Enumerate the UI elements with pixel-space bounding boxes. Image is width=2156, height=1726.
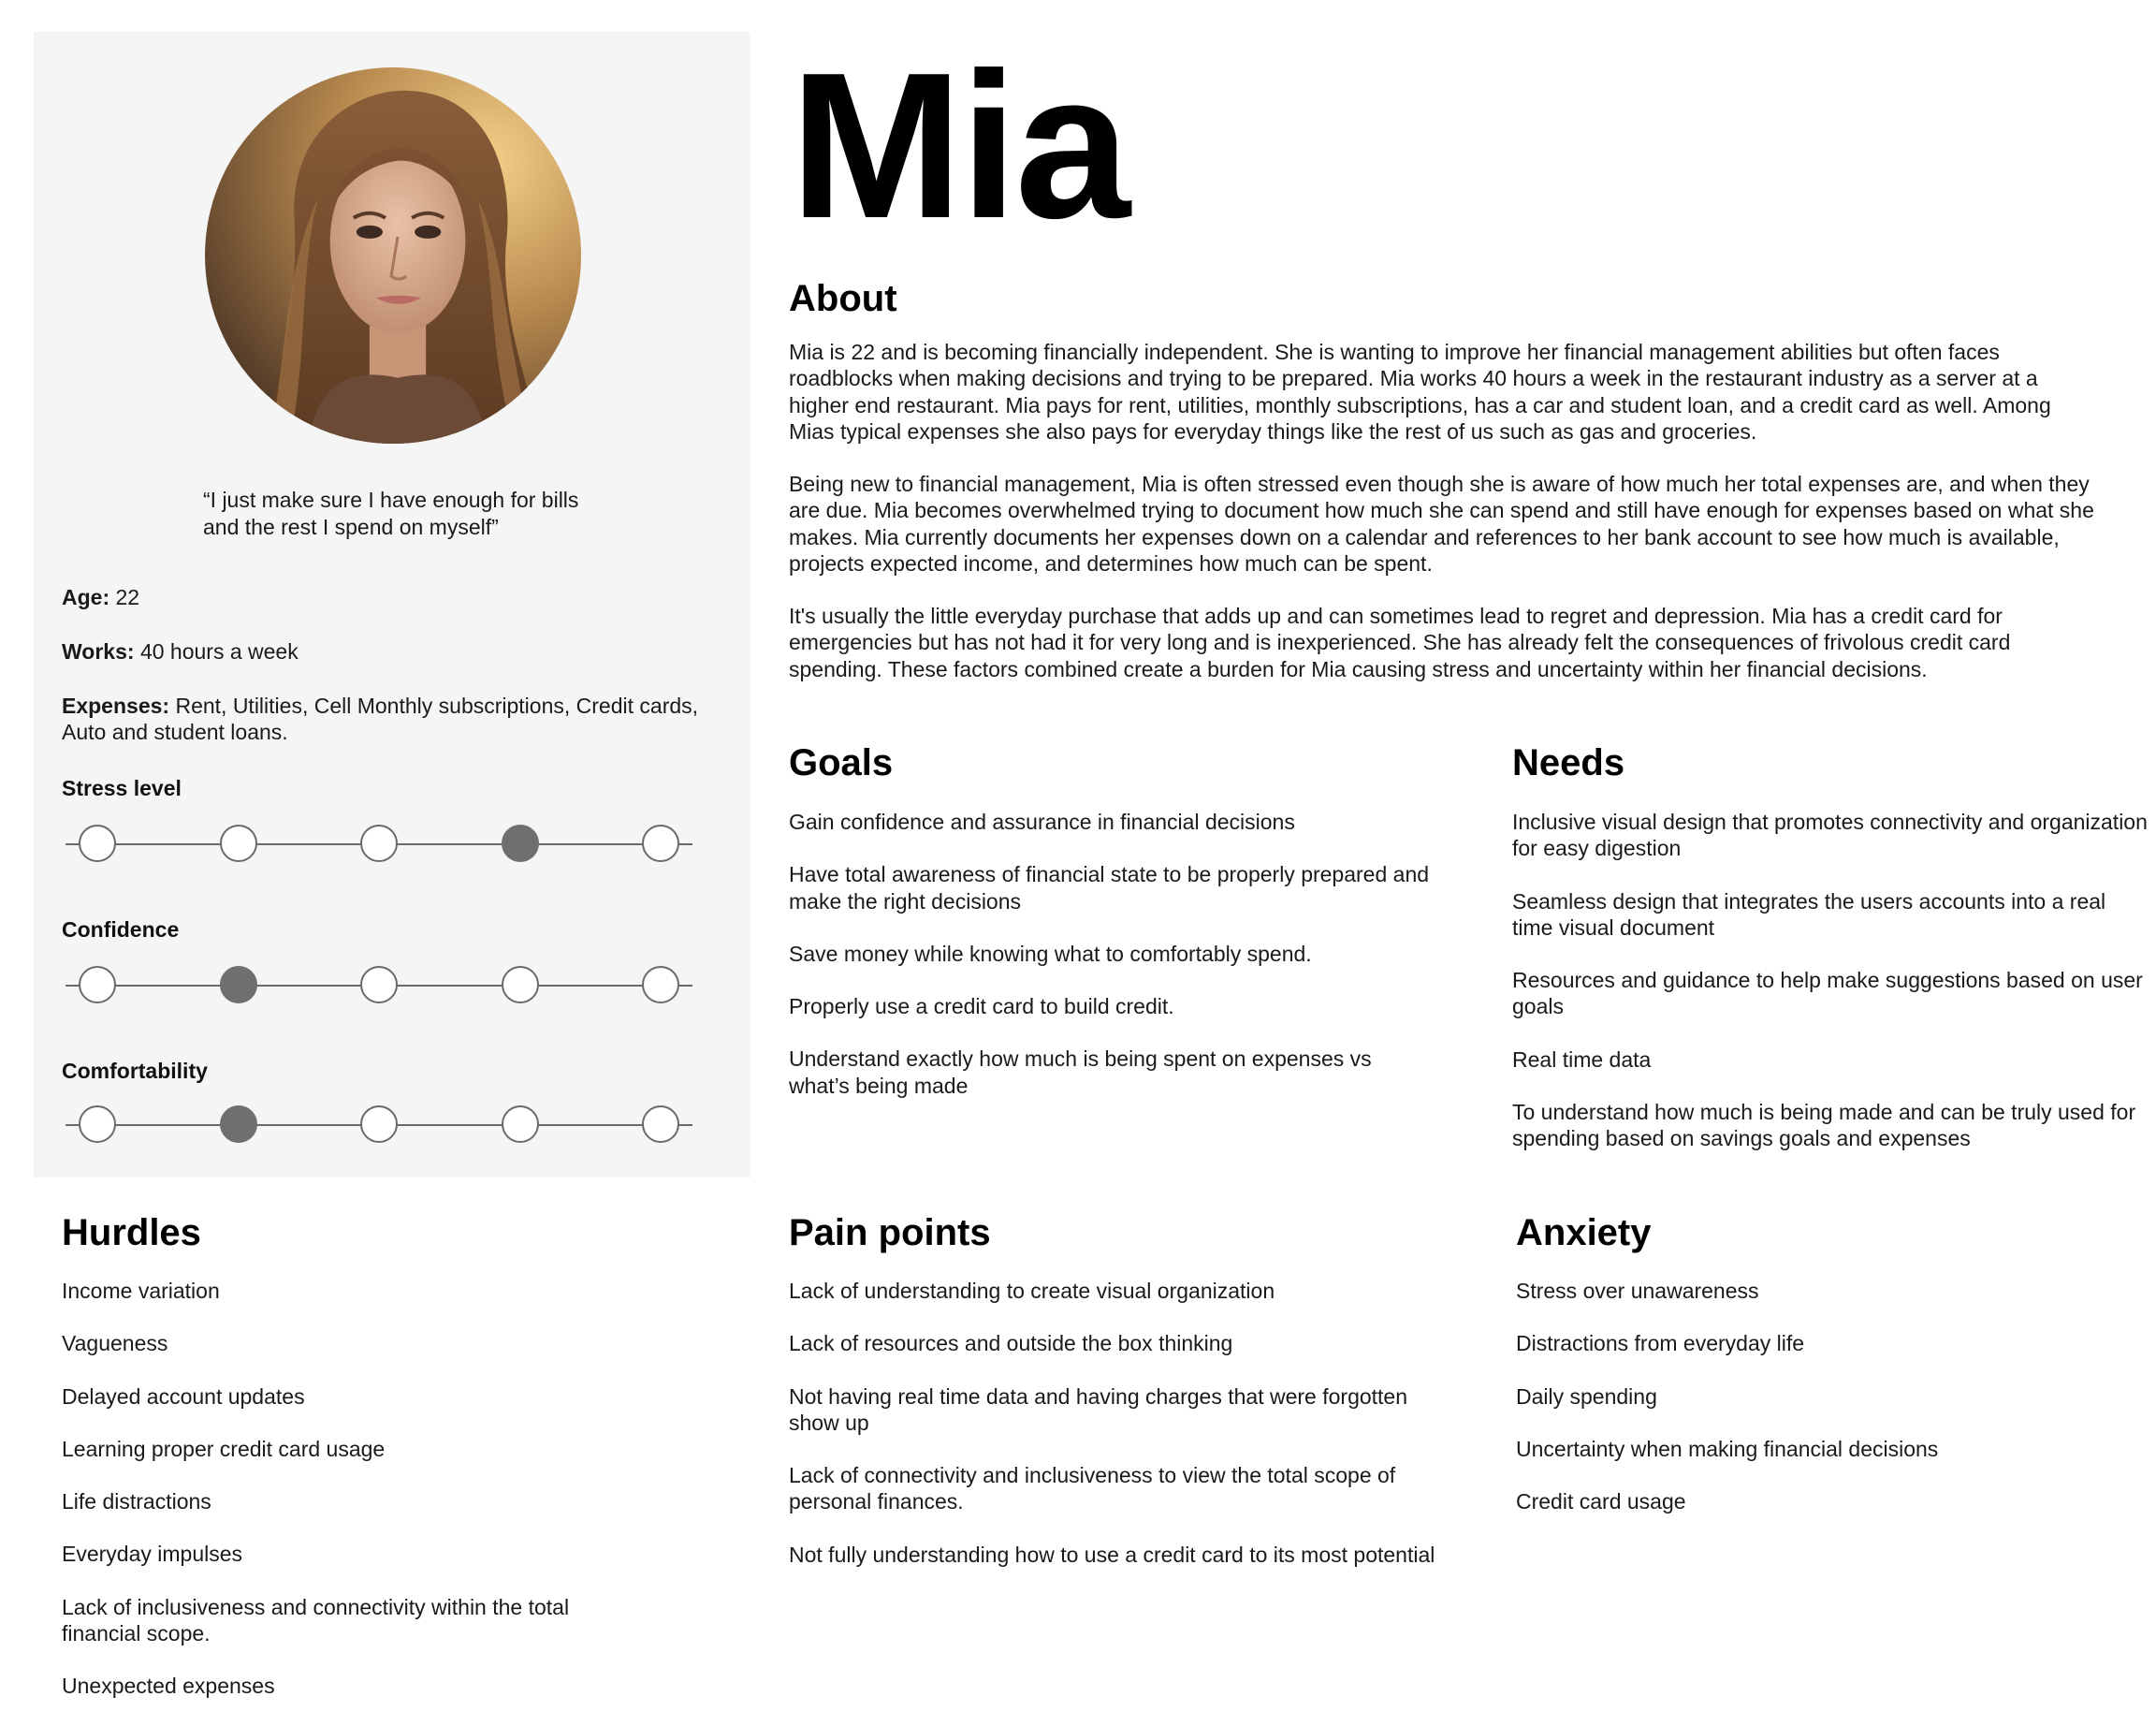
pain-point-item: Not having real time data and having charges that were forgotten show up <box>789 1383 1408 1435</box>
hurdle-item: Learning proper credit card usage <box>62 1436 386 1461</box>
needs-list <box>1512 809 2149 1178</box>
anxiety-item: Daily spending <box>1516 1383 1657 1409</box>
persona-name: Mia <box>790 30 1129 262</box>
needs-heading: Needs <box>1512 742 1625 783</box>
works-value: 40 hours a week <box>139 639 299 664</box>
pain-points-list <box>789 1278 1444 1594</box>
pain-points-heading: Pain points <box>789 1212 991 1253</box>
scale-dot <box>360 966 398 1003</box>
hurdles-heading: Hurdles <box>62 1212 201 1253</box>
portrait-photo <box>205 67 581 444</box>
need-item: Real time data <box>1512 1046 1652 1072</box>
anxiety-item: Stress over unawareness <box>1516 1279 1759 1303</box>
goal-item: Understand exactly how much is being spent on expenses vs what’s being made <box>789 1046 1372 1098</box>
works-fact <box>62 638 717 665</box>
persona-quote: “I just make sure I have enough for bills and the rest I spend on myself” <box>203 488 579 539</box>
anxiety-heading: Anxiety <box>1516 1212 1652 1253</box>
about-paragraph-2: Being new to financial management, Mia is often stressed even though she is aware of how much her total expenses are, and when they are due. Mia becomes overwhelmed trying to document how much she can spend and still have enough for expenses based on what she makes. Mia currently documents her expenses down on a calendar and references to her bank account to see how much is available, projects expected income, and determines how much can be spent. <box>789 472 2094 576</box>
hurdle-item: Vagueness <box>62 1331 168 1356</box>
goal-item: Gain confidence and assurance in financial decisions <box>789 810 1295 834</box>
scale-dot <box>360 825 398 862</box>
scale-dot <box>642 966 679 1003</box>
scale-dot-selected <box>220 1105 257 1143</box>
stress-level-label: Stress level <box>62 776 182 800</box>
stress-level-scale <box>66 821 692 868</box>
pain-point-item: Lack of understanding to create visual organization <box>789 1279 1275 1303</box>
scale-dot <box>360 1105 398 1143</box>
confidence-label: Confidence <box>62 917 180 942</box>
scale-dot <box>79 966 116 1003</box>
need-item: Inclusive visual design that promotes connectivity and organization for easy digestion <box>1512 810 2148 861</box>
hurdle-item: Unexpected expenses <box>62 1674 275 1699</box>
hurdles-list <box>62 1278 642 1726</box>
age-label: Age: <box>62 585 110 609</box>
pain-point-item: Lack of resources and outside the box thinking <box>789 1331 1233 1356</box>
anxiety-item: Distractions from everyday life <box>1516 1331 1805 1356</box>
age-fact <box>62 584 717 610</box>
goal-item: Have total awareness of financial state to be properly prepared and make the right decisions <box>789 862 1430 914</box>
scale-dot <box>502 966 539 1003</box>
pain-point-item: Not fully understanding how to use a credit card to its most potential <box>789 1542 1435 1567</box>
pain-point-item: Lack of connectivity and inclusiveness to view the total scope of personal finances. <box>789 1463 1396 1514</box>
scale-dot <box>79 1105 116 1143</box>
confidence-scale <box>66 962 692 1009</box>
need-item: Seamless design that integrates the users accounts into a real time visual document <box>1512 888 2106 940</box>
hurdle-item: Everyday impulses <box>62 1542 243 1567</box>
goal-item: Properly use a credit card to build credit. <box>789 994 1174 1019</box>
anxiety-item: Uncertainty when making financial decisions <box>1516 1436 1939 1461</box>
hurdle-item: Life distractions <box>62 1489 211 1514</box>
goal-item: Save money while knowing what to comfortably spend. <box>789 941 1312 966</box>
age-value: 22 <box>115 585 140 609</box>
works-label: Works: <box>62 639 135 664</box>
need-item: Resources and guidance to help make suggestions based on user goals <box>1512 968 2143 1019</box>
need-item: To understand how much is being made and can be truly used for spending based on savings goals and expenses <box>1512 1100 2136 1151</box>
comfortability-label: Comfortability <box>62 1059 208 1083</box>
hurdle-item: Delayed account updates <box>62 1383 305 1409</box>
hurdle-item: Lack of inclusiveness and connectivity within the total financial scope. <box>62 1594 570 1646</box>
about-paragraph-3: It's usually the little everyday purchase that adds up and can sometimes lead to regret and depression. Mia has a credit card for emergencies but has not had it for very long and is inexperienced. She has already felt the consequences of frivolous credit card spending. These factors combined create a burden for Mia causing stress and uncertainty within her financial decisions. <box>789 604 2011 681</box>
anxiety-item: Credit card usage <box>1516 1489 1686 1514</box>
scale-dot <box>642 825 679 862</box>
expenses-value: Rent, Utilities, Cell Monthly subscriptions, Credit cards, Auto and student loans. <box>62 694 699 744</box>
anxiety-list <box>1516 1278 2134 1541</box>
scale-dot <box>642 1105 679 1143</box>
scale-dot-selected <box>502 825 539 862</box>
scale-dot-selected <box>220 966 257 1003</box>
hurdle-item: Income variation <box>62 1279 220 1303</box>
scale-dot <box>79 825 116 862</box>
about-heading: About <box>789 278 897 319</box>
goals-list <box>789 809 1435 1125</box>
avatar <box>205 67 581 444</box>
about-paragraph-1: Mia is 22 and is becoming financially independent. She is wanting to improve her financial management abilities but often faces roadblocks when making decisions and trying to be prepared. Mia works 40 hours a week in the restaurant industry as a server at a higher end restaurant. Mia pays for rent, utilities, monthly subscriptions, has a car and student loan, and a credit card as well. Among Mias typical expenses she also pays for everyday things like the rest of us such as gas and groceries. <box>789 340 2051 444</box>
expenses-fact <box>62 693 717 745</box>
comfortability-scale <box>66 1102 692 1148</box>
scale-dot <box>502 1105 539 1143</box>
expenses-label: Expenses: <box>62 694 170 718</box>
scale-dot <box>220 825 257 862</box>
goals-heading: Goals <box>789 742 894 783</box>
